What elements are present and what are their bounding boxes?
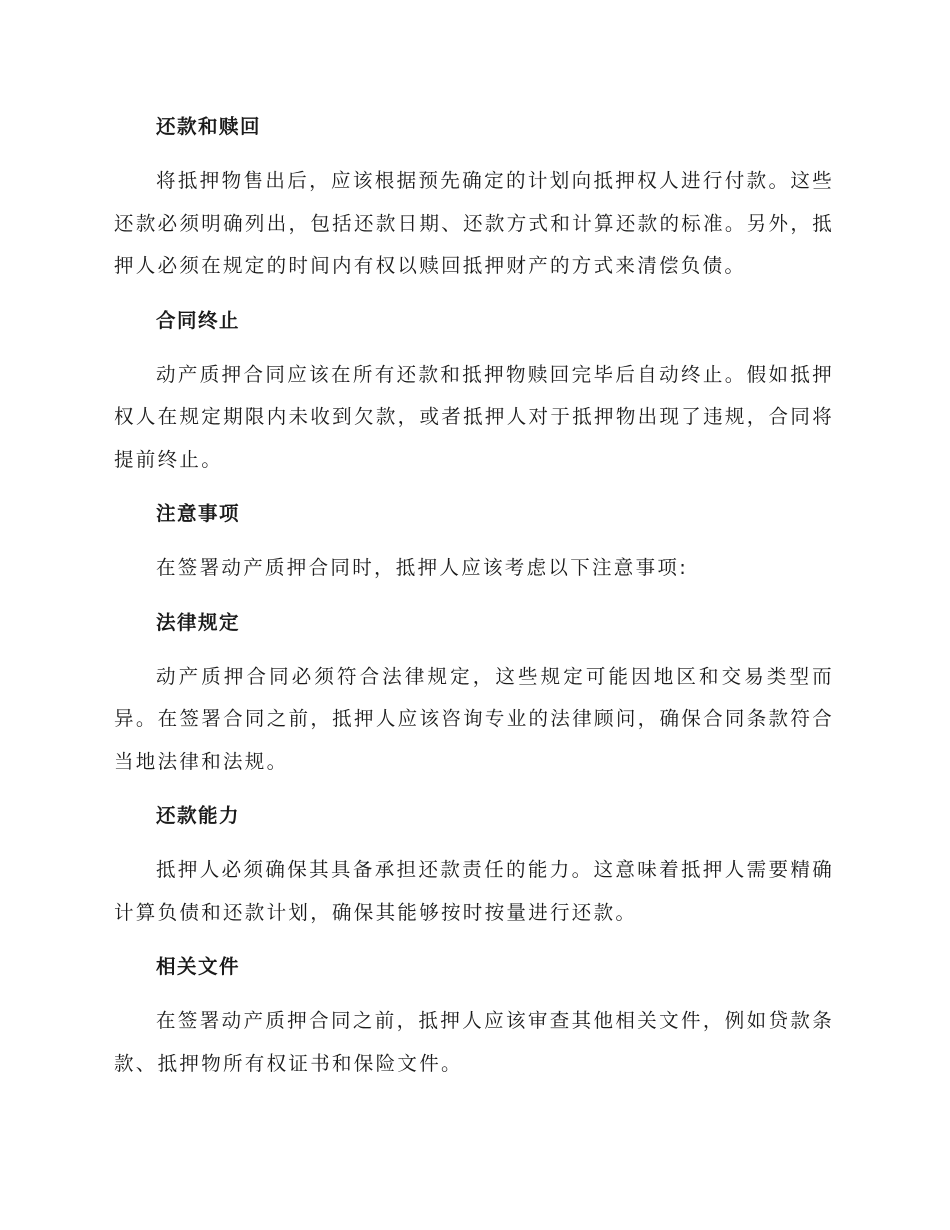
- section-paragraph: 动产质押合同应该在所有还款和抵押物赎回完毕后自动终止。假如抵押权人在规定期限内未收到欠款，或者抵押人对于抵押物出现了违规，合同将提前终止。: [114, 362, 834, 471]
- section-legal-requirements: [114, 602, 834, 796]
- section-related-documents: [114, 946, 834, 1085]
- section-contract-termination: [114, 300, 834, 494]
- section-paragraph: 在签署动产质押合同时，抵押人应该考虑以下注意事项:: [156, 556, 689, 579]
- section-heading: 相关文件: [156, 955, 241, 978]
- section-heading: 注意事项: [156, 502, 241, 525]
- section-heading: 法律规定: [156, 610, 241, 634]
- section-repayment-ability: [114, 795, 834, 946]
- section-repayment-redemption: [114, 106, 834, 300]
- section-paragraph: 在签署动产质押合同之前，抵押人应该审查其他相关文件，例如贷款条款、抵押物所有权证书和保险文件。: [114, 1009, 834, 1075]
- section-paragraph: 抵押人必须确保其具备承担还款责任的能力。这意味着抵押人需要精确计算负债和还款计划，确保其能够按时按量进行还款。: [114, 858, 834, 924]
- section-paragraph: 动产质押合同必须符合法律规定，这些规定可能因地区和交易类型而异。在签署合同之前，抵押人应该咨询专业的法律顾问，确保合同条款符合当地法律和法规。: [114, 664, 834, 773]
- document-body: [114, 106, 834, 1085]
- section-notes: [114, 493, 834, 602]
- section-heading: 合同终止: [156, 308, 241, 332]
- section-paragraph: 将抵押物售出后，应该根据预先确定的计划向抵押权人进行付款。这些还款必须明确列出，包括还款日期、还款方式和计算还款的标准。另外，抵押人必须在规定的时间内有权以赎回抵押财产的方式来清偿负债。: [114, 169, 834, 277]
- section-heading: 还款能力: [156, 804, 241, 827]
- section-heading: 还款和赎回: [156, 115, 262, 138]
